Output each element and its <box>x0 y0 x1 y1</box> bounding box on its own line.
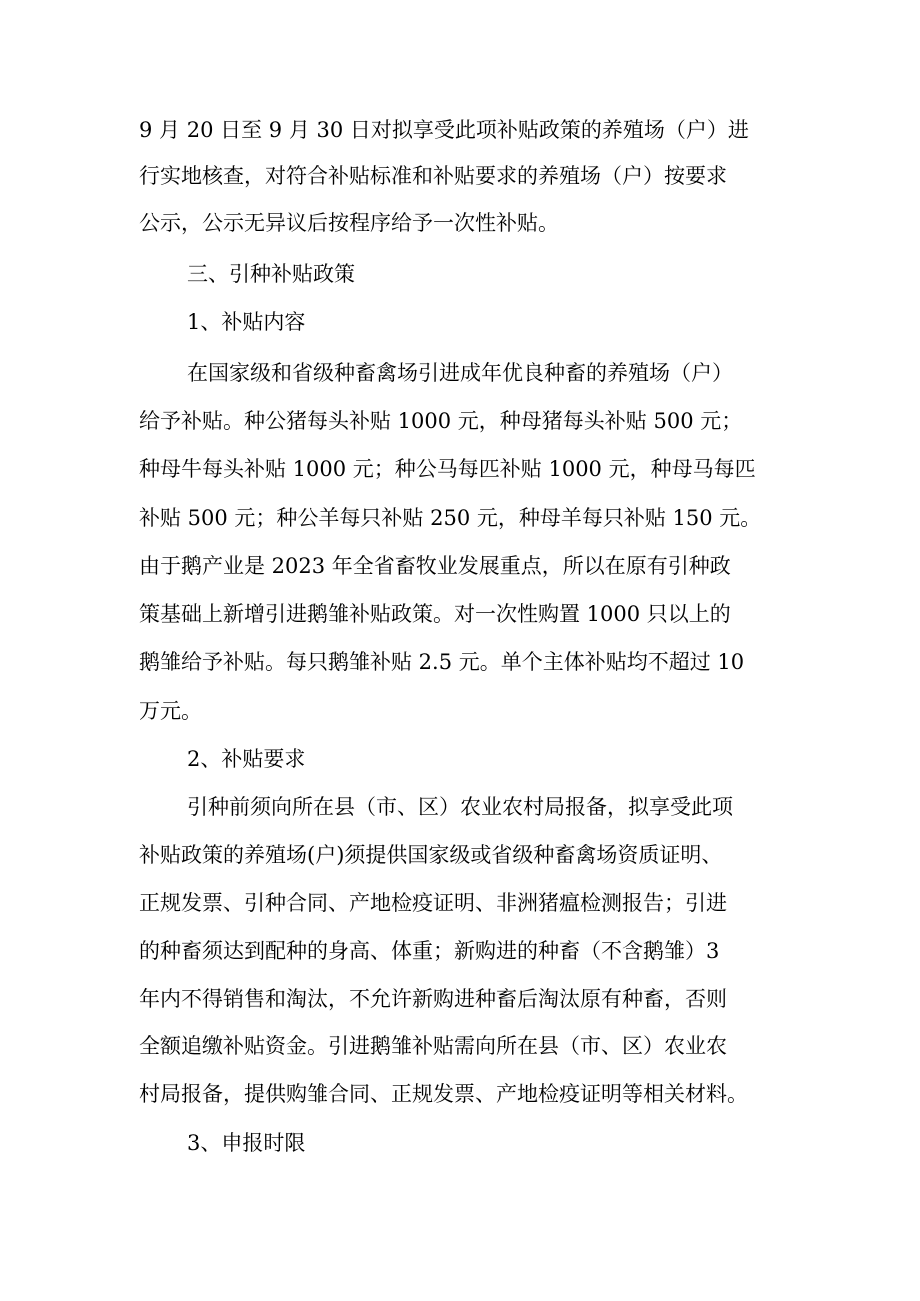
line-text: 策基础上新增引进鹅雏补贴政策。对一次性购置 1000 只以上的 <box>139 602 731 626</box>
text-line <box>0 544 920 588</box>
text-line <box>0 929 920 973</box>
line-text: 3、申报时限 <box>187 1131 306 1155</box>
line-text: 公示，公示无异议后按程序给予一次性补贴。 <box>139 211 559 235</box>
line-text: 由于鹅产业是 2023 年全省畜牧业发展重点，所以在原有引种政 <box>139 554 731 578</box>
line-text: 正规发票、引种合同、产地检疫证明、非洲猪瘟检测报告；引进 <box>139 891 727 915</box>
line-text: 年内不得销售和淘汰，不允许新购进种畜后淘汰原有种畜，否则 <box>139 987 727 1011</box>
text-line <box>0 977 920 1021</box>
text-line <box>0 399 920 443</box>
line-text: 2、补贴要求 <box>187 747 306 771</box>
line-text: 全额追缴补贴资金。引进鹅雏补贴需向所在县（市、区）农业农 <box>139 1034 727 1058</box>
subsection-heading <box>0 1121 920 1165</box>
text-line <box>0 201 920 245</box>
text-line <box>0 496 920 540</box>
text-line <box>0 154 920 198</box>
line-text: 在国家级和省级种畜禽场引进成年优良种畜的养殖场（户） <box>187 361 733 385</box>
line-text: 9 月 20 日至 9 月 30 日对拟享受此项补贴政策的养殖场（户）进 <box>139 118 749 142</box>
subsection-heading <box>0 300 920 344</box>
line-text: 三、引种补贴政策 <box>187 262 355 286</box>
line-text: 的种畜须达到配种的身高、体重；新购进的种畜（不含鹅雏）3 <box>139 939 720 963</box>
text-line <box>0 447 920 491</box>
line-text: 种母牛每头补贴 1000 元；种公马每匹补贴 1000 元，种母马每匹 <box>139 457 756 481</box>
text-line <box>0 689 920 733</box>
text-line <box>0 833 920 877</box>
line-text: 给予补贴。种公猪每头补贴 1000 元，种母猪每头补贴 500 元； <box>139 409 743 433</box>
text-line <box>0 1072 920 1116</box>
text-line <box>0 1024 920 1068</box>
line-text: 行实地核查，对符合补贴标准和补贴要求的养殖场（户）按要求 <box>139 164 727 188</box>
line-text: 万元。 <box>139 699 202 723</box>
line-text: 引种前须向所在县（市、区）农业农村局报备，拟享受此项 <box>187 795 733 819</box>
text-line <box>0 108 920 152</box>
text-line <box>0 592 920 636</box>
text-line <box>0 351 920 395</box>
line-text: 村局报备，提供购雏合同、正规发票、产地检疫证明等相关材料。 <box>139 1082 748 1106</box>
subsection-heading <box>0 737 920 781</box>
line-text: 补贴 500 元；种公羊每只补贴 250 元，种母羊每只补贴 150 元。 <box>139 506 762 530</box>
line-text: 补贴政策的养殖场(户)须提供国家级或省级种畜禽场资质证明、 <box>139 843 723 867</box>
text-line <box>0 785 920 829</box>
text-line <box>0 881 920 925</box>
section-heading <box>0 252 920 296</box>
line-text: 1、补贴内容 <box>187 310 306 334</box>
line-text: 鹅雏给予补贴。每只鹅雏补贴 2.5 元。单个主体补贴均不超过 10 <box>139 650 745 674</box>
text-line <box>0 640 920 684</box>
